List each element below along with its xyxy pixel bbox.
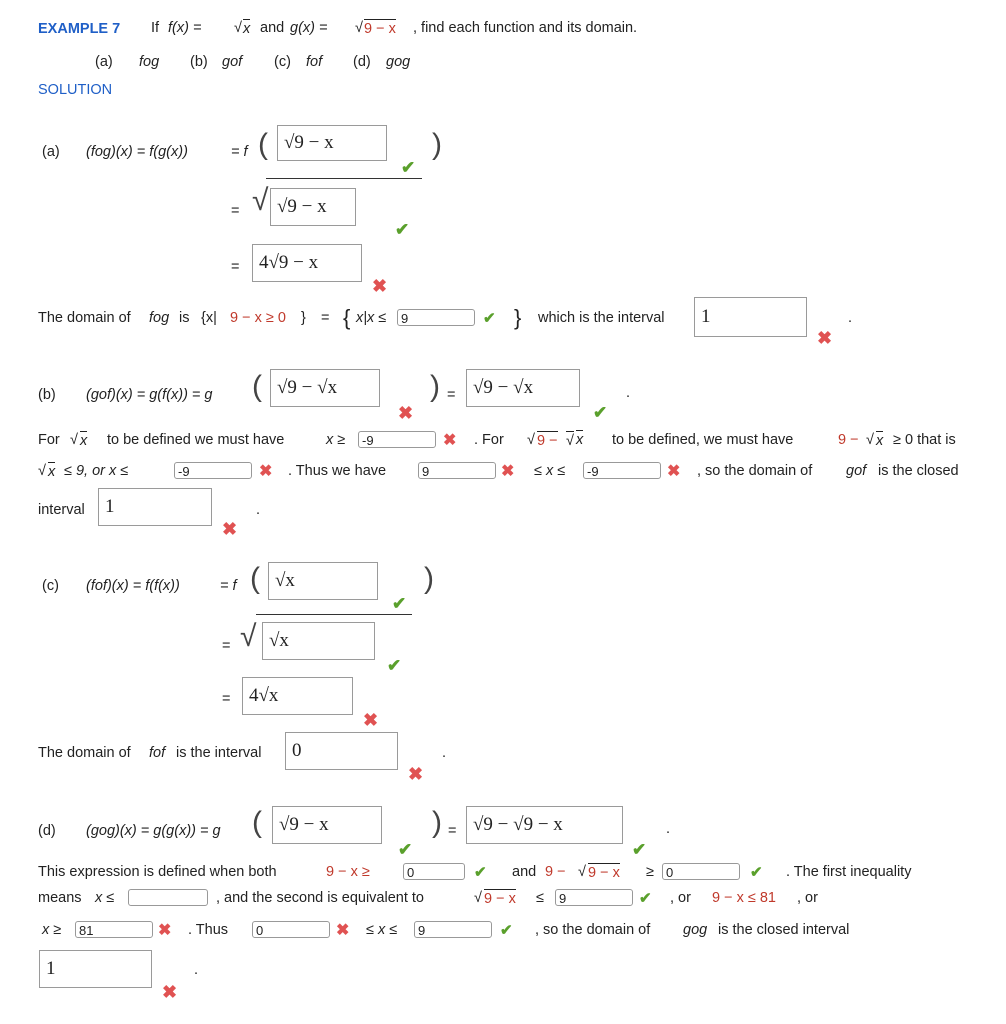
b-input-1[interactable]: -9 — [358, 431, 436, 448]
b-l1e: to be defined, we must have — [612, 432, 794, 448]
a-set-open: {x| — [201, 310, 217, 326]
a-answer-box-1[interactable]: √9 − x — [277, 125, 387, 161]
b-interval-box[interactable]: 1 — [98, 488, 212, 526]
b-sx-3: x — [876, 433, 884, 449]
d-lhs: (gog)(x) = g(g(x)) = g — [86, 823, 221, 839]
part-c-label: (c) — [274, 54, 291, 70]
cross-icon: ✖ — [162, 982, 178, 1002]
sqrt-icon: √ — [578, 864, 586, 880]
d-input-3[interactable] — [128, 889, 208, 906]
c-fn: fof — [149, 745, 166, 761]
a-answer-box-2[interactable]: √9 − x — [270, 188, 356, 226]
d-l3d: , so the domain of — [535, 922, 651, 938]
cross-icon: ✖ — [817, 328, 833, 348]
sqrt-icon: √ — [474, 890, 482, 906]
right-paren: ) — [424, 562, 434, 595]
b-l1b: to be defined we must have — [107, 432, 285, 448]
sqrt-icon: √ — [355, 20, 363, 36]
a-domain-is: is — [179, 310, 190, 326]
b-label: (b) — [38, 387, 56, 403]
check-icon: ✔ — [387, 656, 402, 675]
c-interval-box[interactable]: 0 — [285, 732, 398, 770]
sqrt-icon: √ — [527, 432, 535, 448]
sqrt-bar — [256, 614, 412, 615]
part-b-label: (b) — [190, 54, 208, 70]
sqrt-icon: √ — [866, 432, 874, 448]
a-brace-open: { — [343, 305, 351, 330]
a-eq-f: = f — [231, 144, 248, 160]
part-d-expr: gog — [386, 54, 411, 70]
d-l2f: , or — [797, 890, 818, 906]
d-l3b: . Thus — [188, 922, 229, 938]
a-set-condition: 9 − x ≥ 0 — [230, 310, 286, 326]
b-l1f: ≥ 0 that is — [893, 432, 956, 448]
b-answer-box-1[interactable]: √9 − √x — [270, 369, 380, 407]
check-icon: ✔ — [392, 594, 407, 613]
b-l1a: For — [38, 432, 60, 448]
d-red1: 9 − x ≥ — [326, 864, 370, 880]
cross-icon: ✖ — [259, 463, 273, 480]
sqrt-icon: √ — [240, 620, 257, 653]
b-lhs: (gof)(x) = g(f(x)) = g — [86, 387, 213, 403]
b-l2c: ≤ x ≤ — [534, 463, 566, 479]
d-l1c: . The first inequality — [786, 864, 912, 880]
d-input-5[interactable]: 81 — [75, 921, 153, 938]
check-icon: ✔ — [395, 220, 410, 239]
check-icon: ✔ — [401, 158, 416, 177]
left-paren: ( — [258, 128, 268, 161]
cross-icon: ✖ — [398, 403, 414, 423]
f-definition: f(x) = — [168, 20, 202, 36]
d-input-7[interactable]: 9 — [414, 921, 492, 938]
b-answer-box-2[interactable]: √9 − √x — [466, 369, 580, 407]
a-set-close: } — [301, 310, 306, 326]
d-l2b: x ≤ — [95, 890, 115, 906]
c-period: . — [442, 745, 447, 761]
a-eq-2: = — [231, 203, 240, 219]
d-period: . — [666, 821, 671, 837]
right-paren: ) — [430, 370, 440, 403]
d-input-2[interactable]: 0 — [662, 863, 740, 880]
a-eq-set: = — [321, 310, 330, 326]
part-a-label: (a) — [95, 54, 113, 70]
b-sx-4: x — [48, 464, 56, 480]
c-label: (c) — [42, 578, 59, 594]
sqrt-icon: √ — [234, 20, 242, 36]
c-eq-3: = — [222, 691, 231, 707]
cross-icon: ✖ — [158, 922, 172, 939]
a-eq-3: = — [231, 259, 240, 275]
sqrt-bar — [266, 178, 422, 179]
b-l2b: . Thus we have — [288, 463, 387, 479]
check-icon: ✔ — [483, 310, 496, 327]
c-answer-box-1[interactable]: √x — [268, 562, 378, 600]
d-answer-box-2[interactable]: √9 − √9 − x — [466, 806, 623, 844]
d-input-4[interactable]: 9 — [555, 889, 633, 906]
sqrt-icon: √ — [70, 432, 78, 448]
cross-icon: ✖ — [222, 519, 238, 539]
c-eq-2: = — [222, 638, 231, 654]
a-lhs: (fog)(x) = f(g(x)) — [86, 144, 188, 160]
b-sx-2: x — [576, 432, 584, 448]
sqrt-icon: √ — [566, 433, 574, 449]
check-icon: ✔ — [500, 922, 513, 939]
a-period: . — [848, 310, 853, 326]
left-paren: ( — [250, 562, 260, 595]
b-l2e: is the closed — [878, 463, 959, 479]
d-l3e: is the closed interval — [718, 922, 850, 938]
a-le-input[interactable]: 9 — [397, 309, 475, 326]
b-l3: interval — [38, 502, 85, 518]
d-ge: ≥ — [646, 864, 654, 880]
check-icon: ✔ — [398, 840, 413, 859]
part-b-expr: gof — [222, 54, 243, 70]
b-l1d: . For — [474, 432, 504, 448]
a-label: (a) — [42, 144, 60, 160]
if-text: If — [151, 20, 160, 36]
d-l1a: This expression is defined when both — [38, 864, 277, 880]
f-radicand: x — [243, 21, 251, 37]
d-red2b: 9 − x — [588, 865, 620, 881]
d-period-2: . — [194, 962, 199, 978]
d-red2: 9 − — [545, 864, 566, 880]
a-brace-close: } — [514, 305, 522, 330]
d-l2a: means — [38, 890, 82, 906]
a-answer-box-3[interactable]: 4√9 − x — [252, 244, 362, 282]
a-domain-pre: The domain of — [38, 310, 131, 326]
d-label: (d) — [38, 823, 56, 839]
cross-icon: ✖ — [408, 764, 424, 784]
d-red3: 9 − x ≤ 81 — [712, 890, 776, 906]
cross-icon: ✖ — [336, 922, 350, 939]
check-icon: ✔ — [593, 403, 608, 422]
check-icon: ✔ — [639, 890, 652, 907]
c-domain-pre: The domain of — [38, 745, 131, 761]
b-sx: x — [80, 433, 88, 449]
a-set2: x|x ≤ — [356, 310, 387, 326]
d-l3c: ≤ x ≤ — [366, 922, 398, 938]
c-eq-f: = f — [220, 578, 237, 594]
g-radicand: 9 − x — [364, 21, 396, 37]
b-l2d: , so the domain of — [697, 463, 813, 479]
sqrt-icon: √ — [38, 463, 46, 479]
c-answer-box-3[interactable]: 4√x — [242, 677, 353, 715]
d-l3a: x ≥ — [42, 922, 62, 938]
check-icon: ✔ — [474, 864, 487, 881]
b-input-2[interactable]: -9 — [174, 462, 252, 479]
d-l2e: , or — [670, 890, 691, 906]
header-tail: , find each function and its domain. — [413, 20, 638, 36]
cross-icon: ✖ — [372, 276, 388, 296]
part-c-expr: fof — [306, 54, 323, 70]
d-l1b: and — [512, 864, 537, 880]
cross-icon: ✖ — [443, 432, 457, 449]
sqrt-icon: √ — [252, 184, 269, 217]
b-input-3[interactable]: 9 — [418, 462, 496, 479]
b-input-4[interactable]: -9 — [583, 462, 661, 479]
cross-icon: ✖ — [363, 710, 379, 730]
part-a-expr: fog — [139, 54, 160, 70]
c-answer-box-2[interactable]: √x — [262, 622, 375, 660]
left-paren: ( — [252, 370, 262, 403]
a-interval-pre: which is the interval — [538, 310, 665, 326]
solution-heading: SOLUTION — [38, 82, 113, 98]
d-eq: = — [448, 823, 457, 839]
c-domain-post: is the interval — [176, 745, 262, 761]
part-d-label: (d) — [353, 54, 371, 70]
left-paren: ( — [252, 806, 262, 839]
d-input-6[interactable]: 0 — [252, 921, 330, 938]
example-label: EXAMPLE 7 — [38, 21, 121, 37]
check-icon: ✔ — [750, 864, 763, 881]
b-l1c: x ≥ — [326, 432, 346, 448]
d-l2d: ≤ — [536, 890, 544, 906]
c-lhs: (fof)(x) = f(f(x)) — [86, 578, 180, 594]
b-fn: gof — [846, 463, 867, 479]
d-radicand: 9 − x — [484, 891, 516, 907]
b-nine-minus: 9 − — [537, 433, 558, 449]
d-input-1[interactable]: 0 — [403, 863, 465, 880]
g-definition: g(x) = — [290, 20, 328, 36]
cross-icon: ✖ — [501, 463, 515, 480]
b-l2a: ≤ 9, or x ≤ — [64, 463, 129, 479]
b-period-2: . — [256, 502, 261, 518]
a-interval-box[interactable]: 1 — [694, 297, 807, 337]
d-fn: gog — [683, 922, 708, 938]
right-paren: ) — [432, 128, 442, 161]
b-red1: 9 − — [838, 432, 859, 448]
b-eq: = — [447, 387, 456, 403]
b-period: . — [626, 385, 631, 401]
d-answer-box-1[interactable]: √9 − x — [272, 806, 382, 844]
and-text: and — [260, 20, 285, 36]
d-l2c: , and the second is equivalent to — [216, 890, 424, 906]
d-interval-box[interactable]: 1 — [39, 950, 152, 988]
check-icon: ✔ — [632, 840, 647, 859]
right-paren: ) — [432, 806, 442, 839]
cross-icon: ✖ — [667, 463, 681, 480]
a-domain-fn: fog — [149, 310, 170, 326]
